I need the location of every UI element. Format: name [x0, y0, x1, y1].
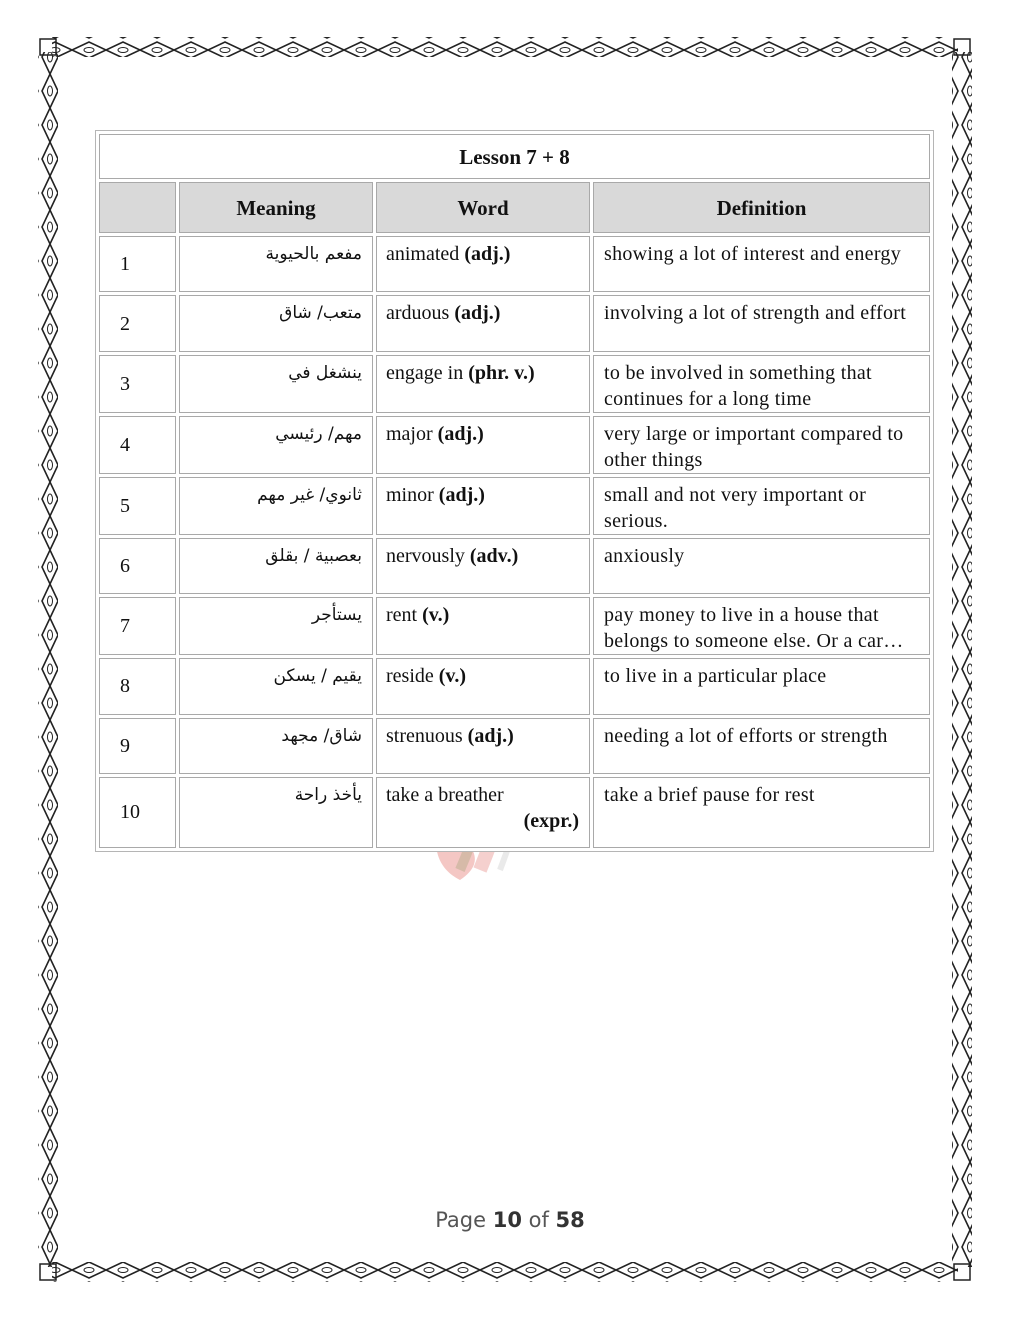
part-of-speech: (adj.)	[454, 302, 501, 325]
word-cell	[376, 777, 590, 848]
word-text: arduous	[386, 302, 455, 325]
definition: pay money to live in a house that belongs to someone else. Or a car…	[593, 597, 930, 655]
definition: needing a lot of efforts or strength	[593, 718, 930, 774]
table-row	[99, 355, 930, 413]
footer-middle: of	[521, 1208, 556, 1232]
word-text: engage in	[386, 361, 469, 384]
definition: to be involved in something that continues for a long time	[593, 355, 930, 413]
page-number-footer	[0, 1208, 1020, 1232]
word-text: minor	[386, 483, 439, 506]
word-cell	[376, 658, 590, 714]
header-word: Word	[376, 182, 590, 233]
row-number: 10	[99, 777, 176, 848]
arabic-meaning: متعب/ شاق	[179, 295, 373, 351]
definition: showing a lot of interest and energy	[593, 236, 930, 292]
table-row	[99, 416, 930, 474]
part-of-speech: (adj.)	[437, 422, 484, 445]
definition: involving a lot of strength and effort	[593, 295, 930, 351]
header-number	[99, 182, 176, 233]
row-number: 9	[99, 718, 176, 774]
table-header-row	[99, 182, 930, 233]
total-pages: 58	[555, 1208, 585, 1232]
word-cell	[376, 718, 590, 774]
header-definition: Definition	[593, 182, 930, 233]
arabic-meaning: شاق/ مجهد	[179, 718, 373, 774]
part-of-speech: (v.)	[438, 665, 466, 688]
word-cell	[376, 597, 590, 655]
table-row	[99, 236, 930, 292]
word-cell	[376, 295, 590, 351]
part-of-speech: (phr. v.)	[468, 361, 535, 384]
arabic-meaning: ينشغل في	[179, 355, 373, 413]
word-text: animated	[386, 243, 465, 266]
word-text: reside	[386, 665, 439, 688]
current-page: 10	[492, 1208, 522, 1232]
row-number: 6	[99, 538, 176, 594]
table-row	[99, 597, 930, 655]
table-row	[99, 777, 930, 848]
row-number: 1	[99, 236, 176, 292]
definition: to live in a particular place	[593, 658, 930, 714]
definition: take a brief pause for rest	[593, 777, 930, 848]
table-row	[99, 718, 930, 774]
word-text: major	[386, 422, 438, 445]
row-number: 3	[99, 355, 176, 413]
word-cell	[376, 416, 590, 474]
arabic-meaning: يقيم / يسكن	[179, 658, 373, 714]
table-row	[99, 477, 930, 535]
part-of-speech: (v.)	[422, 604, 450, 627]
table-row	[99, 295, 930, 351]
part-of-speech: (adj.)	[438, 483, 485, 506]
arabic-meaning: يأخذ راحة	[179, 777, 373, 848]
word-cell	[376, 538, 590, 594]
part-of-speech: (expr.)	[523, 809, 579, 832]
table-row	[99, 538, 930, 594]
footer-prefix: Page	[435, 1208, 493, 1232]
word-cell	[376, 355, 590, 413]
arabic-meaning: مهم/ رئيسي	[179, 416, 373, 474]
word-text: strenuous	[386, 724, 468, 747]
definition: small and not very important or serious.	[593, 477, 930, 535]
row-number: 5	[99, 477, 176, 535]
arabic-meaning: يستأجر	[179, 597, 373, 655]
word-text: nervously	[386, 545, 470, 568]
part-of-speech: (adj.)	[467, 724, 514, 747]
word-cell	[376, 477, 590, 535]
header-meaning: Meaning	[179, 182, 373, 233]
arabic-meaning: مفعم بالحيوية	[179, 236, 373, 292]
definition: anxiously	[593, 538, 930, 594]
row-number: 8	[99, 658, 176, 714]
vocabulary-table	[95, 130, 934, 852]
part-of-speech: (adv.)	[469, 545, 519, 568]
definition: very large or important compared to other things	[593, 416, 930, 474]
row-number: 4	[99, 416, 176, 474]
arabic-meaning: بعصبية / بقلق	[179, 538, 373, 594]
table-row	[99, 658, 930, 714]
word-text: rent	[386, 604, 423, 627]
row-number: 2	[99, 295, 176, 351]
arabic-meaning: ثانوي/ غير مهم	[179, 477, 373, 535]
table-title: Lesson 7 + 8	[99, 134, 930, 179]
word-cell	[376, 236, 590, 292]
row-number: 7	[99, 597, 176, 655]
word-text: take a breather	[386, 783, 504, 806]
part-of-speech: (adj.)	[464, 243, 511, 266]
